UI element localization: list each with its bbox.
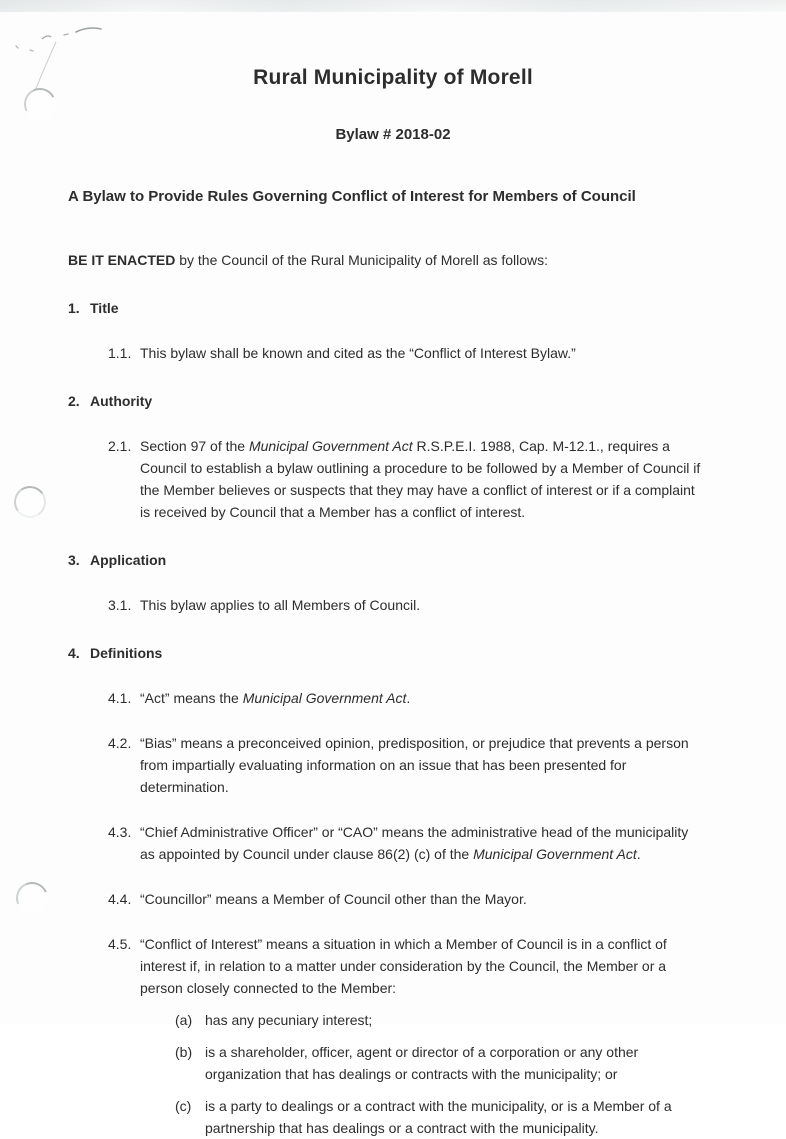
section-definitions <box>68 642 718 1139</box>
subclause-text <box>205 1041 715 1085</box>
text-run: “Chief Administrative Officer” or “CAO” means the administrative head of the municipality as appointed by Council under clause 86(2) (c) of the <box>140 824 689 862</box>
italic-text-run: Municipal Government Act <box>242 690 407 706</box>
subclause-text <box>205 1095 715 1139</box>
text-run: R.S.P.E.I. 1988, Cap. M-12.1., requires a Council to establish a bylaw outlining a procedure to be followed by a Member of Council if the Member believes or suspects that they may have a conflict of interest or if a complaint is received by Council that a Member has a conflict of interest. <box>140 438 701 520</box>
clause-text <box>140 687 410 709</box>
subclause <box>175 1041 718 1085</box>
clause-number: 4.2. <box>108 735 132 751</box>
text-run: . <box>636 846 641 862</box>
clause-text <box>140 342 576 364</box>
subclause-letter: (a) <box>175 1012 193 1028</box>
bylaw-sections <box>68 297 718 1139</box>
clause <box>108 821 718 865</box>
text-run: Section 97 of the <box>140 438 249 454</box>
text-run: is a party to dealings or a contract with the municipality, or is a Member of a partnership that has dealings or a contract with the municipality. <box>205 1098 672 1136</box>
text-run: . <box>406 690 411 706</box>
text-run: “Bias” means a preconceived opinion, predisposition, or prejudice that prevents a person from impartially evaluating information on an issue that has been presented for determination. <box>140 735 689 795</box>
bylaw-number: Bylaw # 2018-02 <box>335 126 451 143</box>
subclause-text <box>205 1009 372 1031</box>
subclause <box>175 1009 718 1031</box>
clause-text <box>140 888 527 910</box>
section-heading <box>68 549 718 571</box>
section-heading-label: Title <box>90 300 119 316</box>
enactment-clause <box>68 249 718 271</box>
section-heading-label: Authority <box>90 393 153 409</box>
clause-number: 2.1. <box>108 438 132 454</box>
section-heading <box>68 390 718 412</box>
italic-text-run: Municipal Government Act <box>248 438 413 454</box>
clause <box>108 342 718 364</box>
clause-number: 4.5. <box>108 936 132 952</box>
text-run: This bylaw shall be known and cited as the “Conflict of Interest Bylaw.” <box>140 345 576 361</box>
text-run: “Conflict of Interest” means a situation in which a Member of Council is in a conflict of interest if, in relation to a matter under consideration by the Council, the Member or a person closely connected to the Member: <box>140 936 667 996</box>
clause <box>108 435 718 523</box>
italic-text-run: Municipal Government Act <box>473 846 637 862</box>
enactment-text: by the Council of the Rural Municipality of Morell as follows: <box>175 252 549 268</box>
section-heading <box>68 642 718 664</box>
section-heading <box>68 297 718 319</box>
section-authority <box>68 390 718 523</box>
subclause-letter: (b) <box>175 1044 193 1060</box>
clause <box>108 732 718 798</box>
clause <box>108 594 718 616</box>
subclause-letter: (c) <box>175 1098 192 1114</box>
section-number: 2. <box>68 393 80 409</box>
text-run: has any pecuniary interest; <box>205 1012 373 1028</box>
section-application <box>68 549 718 616</box>
section-title <box>68 297 718 364</box>
text-run: “Councillor” means a Member of Council other than the Mayor. <box>140 891 527 907</box>
section-heading-label: Application <box>90 552 167 568</box>
clause-number: 1.1. <box>108 345 132 361</box>
clause <box>108 933 718 999</box>
document-title: Rural Municipality of Morell <box>253 66 533 89</box>
text-run: This bylaw applies to all Members of Council. <box>140 597 421 613</box>
section-number: 1. <box>68 300 80 316</box>
enactment-lead-in: BE IT ENACTED <box>68 252 176 268</box>
clause-number: 3.1. <box>108 597 132 613</box>
text-run: “Act” means the <box>140 690 243 706</box>
section-number: 4. <box>68 645 80 661</box>
clause-text <box>140 933 706 999</box>
clause-text <box>140 435 706 523</box>
section-number: 3. <box>68 552 80 568</box>
clause-number: 4.4. <box>108 891 132 907</box>
subclause <box>175 1095 718 1139</box>
clause-text <box>140 732 706 798</box>
clause-text <box>140 821 706 865</box>
clause-number: 4.3. <box>108 824 132 840</box>
clause <box>108 687 718 709</box>
subclause-list <box>68 1009 718 1139</box>
clause <box>108 888 718 910</box>
clause-text <box>140 594 420 616</box>
text-run: is a shareholder, officer, agent or director of a corporation or any other organization that has dealings or contracts with the municipality; or <box>205 1044 639 1082</box>
document-subtitle: A Bylaw to Provide Rules Governing Conflict of Interest for Members of Council <box>68 188 636 205</box>
section-heading-label: Definitions <box>90 645 163 661</box>
clause-number: 4.1. <box>108 690 132 706</box>
